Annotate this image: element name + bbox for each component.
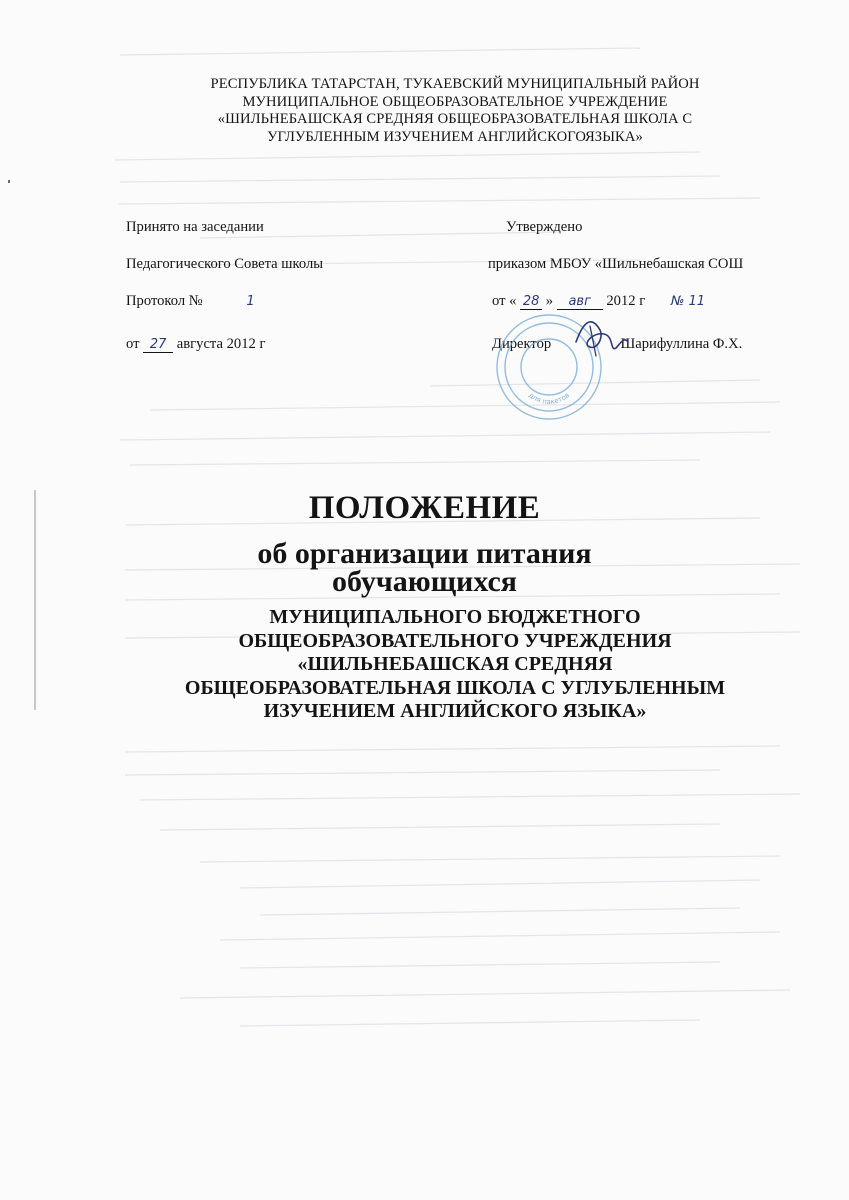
order-label: приказом МБОУ «Шильнебашская СОШ — [488, 256, 744, 272]
council-date-day: 27 — [143, 338, 173, 353]
order-date-mid: » — [545, 293, 554, 309]
header-line: УГЛУБЛЕННЫМ ИЗУЧЕНИЕМ АНГЛИЙСКОГОЯЗЫКА» — [267, 128, 643, 145]
council-label: Педагогического Совета школы — [126, 256, 324, 272]
header-line: МУНИЦИПАЛЬНОЕ ОБЩЕОБРАЗОВАТЕЛЬНОЕ УЧРЕЖДЕНИЕ — [242, 93, 668, 110]
protocol-number: 1 — [246, 294, 255, 309]
subtitle-line: обучающихся — [332, 565, 517, 598]
stamp-text: для пакетов — [526, 391, 572, 407]
order-number: № 11 — [670, 294, 706, 309]
accepted-label: Принято на заседании — [126, 219, 264, 235]
svg-text:для пакетов — [527, 391, 571, 406]
approved-label: Утверждено — [506, 219, 583, 235]
organization-line: ОБЩЕОБРАЗОВАТЕЛЬНАЯ ШКОЛА С УГЛУБЛЕННЫМ — [184, 676, 726, 699]
header-line: «ШИЛЬНЕБАШСКАЯ СРЕДНЯЯ ОБЩЕОБРАЗОВАТЕЛЬНАЯ ШКОЛА С — [217, 111, 693, 127]
organization-name — [60, 606, 849, 724]
director-signature-icon — [570, 312, 632, 362]
organization-line: МУНИЦИПАЛЬНОГО БЮДЖЕТНОГО — [269, 606, 641, 628]
director-label: Директор — [492, 336, 552, 352]
school-header — [110, 76, 800, 146]
protocol-line — [126, 293, 255, 310]
date-suffix: августа 2012 г — [176, 336, 266, 352]
council-date-line — [126, 336, 265, 353]
order-date-line — [492, 293, 705, 310]
organization-line: ИЗУЧЕНИЕМ АНГЛИЙСКОГО ЯЗЫКА» — [263, 700, 647, 722]
order-date-year: 2012 г — [606, 293, 646, 309]
document-subtitle — [0, 537, 849, 598]
order-date-day: 28 — [520, 295, 542, 310]
order-date-prefix: от « — [492, 293, 517, 309]
organization-line: ОБЩЕОБРАЗОВАТЕЛЬНОГО УЧРЕЖДЕНИЯ — [238, 629, 672, 652]
date-prefix: от — [126, 336, 140, 352]
director-name: Шарифуллина Ф.Х. — [620, 336, 743, 352]
order-date-month: авг — [557, 295, 603, 310]
header-line: РЕСПУБЛИКА ТАТАРСТАН, ТУКАЕВСКИЙ МУНИЦИПАЛЬНЫЙ РАЙОН — [210, 76, 700, 92]
subtitle-line: об организации питания — [257, 537, 592, 570]
document-title: ПОЛОЖЕНИЕ — [308, 490, 541, 526]
organization-line: «ШИЛЬНЕБАШСКАЯ СРЕДНЯЯ — [297, 653, 613, 675]
protocol-label: Протокол № — [126, 293, 203, 309]
scan-mark — [8, 180, 10, 183]
